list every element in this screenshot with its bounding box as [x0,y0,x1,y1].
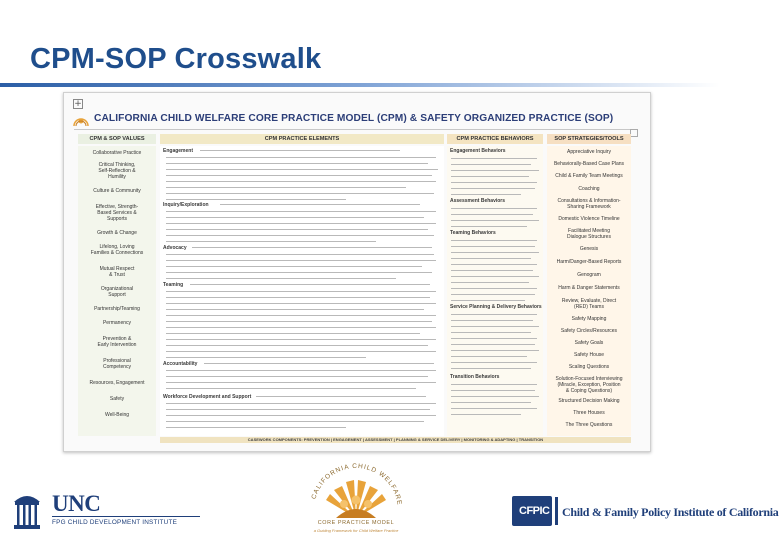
element-heading: Accountability [163,361,198,367]
text-line [451,390,535,391]
text-line [451,344,535,345]
value-item: Well-Being [104,412,130,418]
text-line [451,164,531,165]
strategy-item: Harm/Danger-Based Reports [556,259,622,265]
text-line [166,309,424,310]
text-line [166,272,432,273]
text-line [451,414,521,415]
text-line [200,150,400,151]
text-line [166,199,346,200]
text-line [166,427,346,428]
text-line [166,278,396,279]
strategy-item: Scaling Questions [568,364,610,370]
text-line [166,327,436,328]
text-line [451,258,531,259]
strategy-item: Solution-Focused Interviewing (Miracle, Exception, Position & Coping Questions) [555,376,623,394]
strategy-item: Genogram [577,272,601,278]
text-line [451,362,537,363]
text-line [451,282,529,283]
text-line [451,188,535,189]
text-line [166,403,436,404]
unc-divider [52,516,200,517]
text-line [451,208,537,209]
text-line [190,284,430,285]
strategy-item: Child & Family Team Meetings [555,173,623,179]
value-item: Partnership/Teaming [94,306,140,312]
strategies-column [547,146,631,436]
text-line [220,204,420,205]
text-line [451,276,539,277]
cpm-emblem-icon [72,112,90,128]
strategy-item: Facilitated Meeting Dialogue Structures [567,228,611,240]
value-item: Culture & Community [93,188,141,194]
strategy-item: Appreciative Inquiry [567,149,611,155]
strategy-item: Behaviorally-Based Case Plans [553,161,625,167]
behavior-heading: Teaming Behaviors [450,230,496,236]
text-line [166,315,436,316]
cpm-logo [296,460,416,540]
cfpic-divider [555,497,558,525]
text-line [451,158,537,159]
text-line [166,321,432,322]
element-heading: Inquiry/Exploration [163,202,209,208]
text-line [166,187,406,188]
text-line [166,193,434,194]
text-line [451,288,537,289]
column-header-behaviors: CPM PRACTICE BEHAVIORS [447,134,543,144]
column-header-strategies: SOP STRATEGIES/TOOLS [547,134,631,144]
text-line [451,326,539,327]
text-line [451,320,533,321]
strategy-item: Safety House [573,352,605,358]
text-line [166,217,424,218]
text-line [166,163,428,164]
value-item: Permanency [102,320,132,326]
text-line [451,226,527,227]
strategy-item: Safety Mapping [571,316,607,322]
document-title: CALIFORNIA CHILD WELFARE CORE PRACTICE MODEL (CPM) & SAFETY ORGANIZED PRACTICE (SOP) [94,113,614,124]
strategy-item: The Three Questions [565,422,613,428]
text-line [166,303,436,304]
column-header-values: CPM & SOP VALUES [78,134,156,144]
strategy-item: Safety Goals [574,340,604,346]
text-line [166,382,436,383]
text-line [166,211,436,212]
text-line [451,240,537,241]
value-item: Lifelong, Loving Families & Connections [90,244,144,256]
column-header-elements: CPM PRACTICE ELEMENTS [160,134,444,144]
value-item: Professional Competency [102,358,132,370]
strategy-item: Genesis [579,246,599,252]
text-line [451,294,535,295]
text-line [166,351,436,352]
text-line [166,345,428,346]
resize-handle-icon [630,129,638,137]
values-column [78,146,156,436]
text-line [166,409,430,410]
element-heading: Engagement [163,148,194,154]
casework-components: CASEWORK COMPONENTS: PREVENTION | ENGAGEMENT | ASSESSMENT | PLANNING & SERVICE DELIVERY | MONITORING & ADAPTING | TRANSITION [247,437,544,442]
unc-wordmark: UNC [52,491,101,516]
strategy-item: Structured Decision Making [558,398,620,404]
text-line [166,297,430,298]
cpm-sunburst-icon [296,460,416,520]
text-line [451,270,533,271]
slide-title: CPM-SOP Crosswalk [30,43,322,75]
value-item: Resources, Engagement [89,380,145,386]
text-line [451,246,535,247]
unc-subtitle: FPG CHILD DEVELOPMENT INSTITUTE [52,519,178,526]
text-line [451,338,537,339]
text-line [204,363,434,364]
text-line [166,260,436,261]
value-item: Prevention & Early Intervention [97,336,137,348]
text-line [451,170,539,171]
text-line [256,396,426,397]
text-line [166,157,436,158]
text-line [451,402,531,403]
text-line [451,300,525,301]
text-line [192,247,432,248]
element-heading: Advocacy [163,245,187,251]
value-item: Mutual Respect & Trust [99,266,135,278]
strategy-item: Consultations & Information- Sharing Framework [557,198,621,210]
unc-logo [12,490,212,530]
text-line [166,357,366,358]
text-line [166,181,436,182]
text-line [451,252,539,253]
text-line [451,264,537,265]
text-line [451,350,539,351]
text-line [166,370,436,371]
text-line [451,408,537,409]
text-line [451,314,537,315]
embedded-document [63,92,651,452]
text-line [451,384,537,385]
cfpic-acronym: CFPIC [519,505,550,517]
strategy-item: Domestic Violence Timeline [558,216,620,222]
text-line [166,175,432,176]
text-line [166,254,434,255]
text-line [451,214,533,215]
value-item: Effective, Strength- Based Services & Supports [95,204,139,222]
text-line [166,223,436,224]
cpm-name: CORE PRACTICE MODEL [317,520,395,526]
strategy-item: Harm & Danger Statements [558,285,620,291]
cpm-tagline: a Guiding Framework for Child Welfare Practice [313,528,399,533]
text-line [166,291,436,292]
text-line [166,241,376,242]
element-heading: Workforce Development and Support [163,394,252,400]
text-line [166,415,436,416]
text-line [166,339,436,340]
behavior-heading: Transition Behaviors [450,374,500,380]
behavior-heading: Engagement Behaviors [450,148,506,154]
text-line [166,266,422,267]
behaviors-column [447,146,543,436]
value-item: Safety [109,396,125,402]
text-line [166,235,434,236]
text-line [451,176,529,177]
value-item: Growth & Change [97,230,137,236]
strategy-item: Safety Circles/Resources [560,328,618,334]
value-item: Critical Thinking, Self-Reflection & Humility [98,162,136,180]
text-line [451,396,539,397]
value-item: Collaborative Practice [92,150,142,156]
text-line [451,368,531,369]
text-line [166,333,420,334]
text-line [451,220,539,221]
cfpic-name: Child & Family Policy Institute of California [562,505,779,519]
title-divider [74,129,630,130]
strategy-item: Coaching [578,186,600,192]
elements-column [160,146,444,436]
text-line [166,376,428,377]
behavior-heading: Assessment Behaviors [450,198,506,204]
strategy-item: Three Houses [573,410,605,416]
strategy-item: Review, Evaluate, Direct (RED) Teams [561,298,617,310]
text-line [451,356,527,357]
text-line [166,229,428,230]
cpm-arc-text: CALIFORNIA CHILD WELFARE [310,462,403,507]
text-line [166,169,438,170]
behavior-heading: Service Planning & Delivery Behaviors [450,304,542,310]
text-line [451,332,531,333]
cfpic-logo-mark [512,496,552,526]
text-line [166,388,416,389]
title-rule [0,83,720,87]
text-line [166,421,424,422]
expand-icon[interactable]: + [74,99,82,109]
text-line [451,194,521,195]
value-item: Organizational Support [100,286,134,298]
old-well-icon [12,490,42,530]
element-heading: Teaming [163,282,184,288]
text-line [451,182,537,183]
